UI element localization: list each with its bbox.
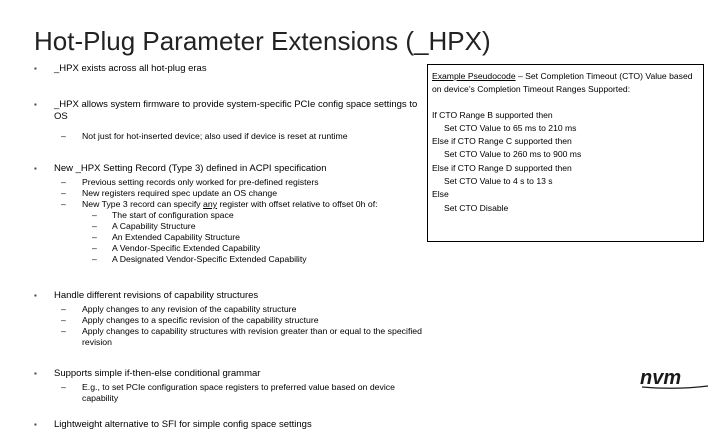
bullet-item (34, 163, 429, 175)
dash-icon: – (61, 382, 66, 392)
bullet-icon: ▪ (34, 64, 37, 73)
pseudocode-line: Else (432, 189, 449, 200)
nvm-express-logo (640, 366, 710, 390)
dash-icon: – (61, 177, 66, 187)
dash-icon: – (61, 304, 66, 314)
sub-bullet-item (34, 177, 429, 188)
sub-bullet-item (34, 131, 429, 142)
bullet-text: Lightweight alternative to SFI for simple config space settings (54, 419, 312, 430)
sub-sub-bullet-text: The start of configuration space (112, 210, 234, 220)
sub-sub-bullet-item (34, 254, 429, 265)
dash-icon: – (92, 254, 97, 264)
dash-icon: – (61, 315, 66, 325)
dash-icon: – (61, 199, 66, 209)
dash-icon: – (92, 221, 97, 231)
sub-sub-bullet-text: A Vendor-Specific Extended Capability (112, 243, 261, 253)
pseudocode-heading (432, 70, 699, 97)
slide-title: Hot-Plug Parameter Extensions (_HPX) (34, 26, 491, 56)
dash-icon: – (92, 210, 97, 220)
sub-sub-bullet-item (34, 221, 429, 232)
sub-sub-bullet-text: A Designated Vendor-Specific Extended Capability (112, 254, 307, 264)
dash-icon: – (61, 131, 66, 141)
sub-sub-bullet-item (34, 210, 429, 221)
bullet-icon: ▪ (34, 420, 37, 429)
logo-graphic (640, 366, 710, 390)
bullet-icon: ▪ (34, 164, 37, 173)
sub-sub-bullet-item (34, 243, 429, 254)
pseudocode-line: Set CTO Disable (444, 202, 509, 213)
sub-bullet-text: New registers required spec update an OS change (82, 188, 278, 198)
bullet-item (34, 63, 429, 75)
bullet-icon: ▪ (34, 369, 37, 378)
sub-sub-bullet-item (34, 232, 429, 243)
sub-bullet-item (34, 315, 429, 326)
sub-bullet-text-pre: New Type 3 record can specify (82, 199, 204, 209)
sub-sub-bullet-text: An Extended Capability Structure (112, 232, 240, 242)
pseudocode-line: Set CTO Value to 65 ms to 210 ms (444, 122, 577, 133)
dash-icon: – (92, 232, 97, 242)
sub-bullet-text: Apply changes to any revision of the capability structure (82, 304, 297, 314)
bullet-list (34, 63, 429, 431)
sub-bullet-text: Apply changes to a specific revision of the capability structure (82, 315, 319, 325)
sub-bullet-text: Apply changes to capability structures with revision greater than or equal to the specified revision (82, 326, 422, 347)
sub-bullet-item (34, 199, 429, 210)
pseudocode-line: Else if CTO Range C supported then (432, 136, 572, 147)
bullet-item (34, 290, 429, 302)
pseudocode-line: If CTO Range B supported then (432, 109, 553, 120)
pseudocode-box (427, 64, 704, 242)
sub-bullet-item (34, 188, 429, 199)
emphasis-text: any (203, 199, 218, 209)
dash-icon: – (61, 326, 66, 336)
dash-icon: – (92, 243, 97, 253)
dash-icon: – (61, 188, 66, 198)
bullet-icon: ▪ (34, 100, 37, 109)
pseudocode-heading-label: Example Pseudocode (432, 71, 516, 81)
sub-bullet-text: Not just for hot-inserted device; also used if device is reset at runtime (82, 131, 348, 141)
bullet-item (34, 368, 429, 380)
sub-bullet-text-post: register with offset relative to offset 0h of: (217, 199, 378, 209)
sub-bullet-text: Previous setting records only worked for pre-defined registers (82, 177, 319, 187)
sub-bullet-text: E.g., to set PCIe configuration space registers to preferred value based on device capability (82, 382, 395, 403)
bullet-item (34, 419, 429, 431)
bullet-item (34, 99, 429, 123)
pseudocode-heading-text: – Set Completion Timeout (CTO) Value based on device’s Completion Timeout Ranges Supported: (432, 71, 693, 95)
sub-bullet-item (34, 326, 429, 348)
bullet-text: _HPX allows system firmware to provide system-specific PCIe config space settings to OS (54, 99, 418, 122)
bullet-text: _HPX exists across all hot-plug eras (54, 63, 207, 74)
sub-bullet-item (34, 304, 429, 315)
pseudocode-line: Else if CTO Range D supported then (432, 162, 572, 173)
pseudocode-line: Set CTO Value to 4 s to 13 s (444, 176, 553, 187)
bullet-text: Handle different revisions of capability structures (54, 290, 259, 301)
bullet-icon: ▪ (34, 291, 37, 300)
bullet-text: Supports simple if-then-else conditional grammar (54, 368, 261, 379)
sub-sub-bullet-text: A Capability Structure (112, 221, 196, 231)
bullet-text: New _HPX Setting Record (Type 3) defined in ACPI specification (54, 163, 327, 174)
sub-bullet-item (34, 382, 429, 404)
logo-text: nvm (640, 367, 682, 389)
pseudocode-lines (432, 109, 699, 215)
pseudocode-line: Set CTO Value to 260 ms to 900 ms (444, 149, 582, 160)
